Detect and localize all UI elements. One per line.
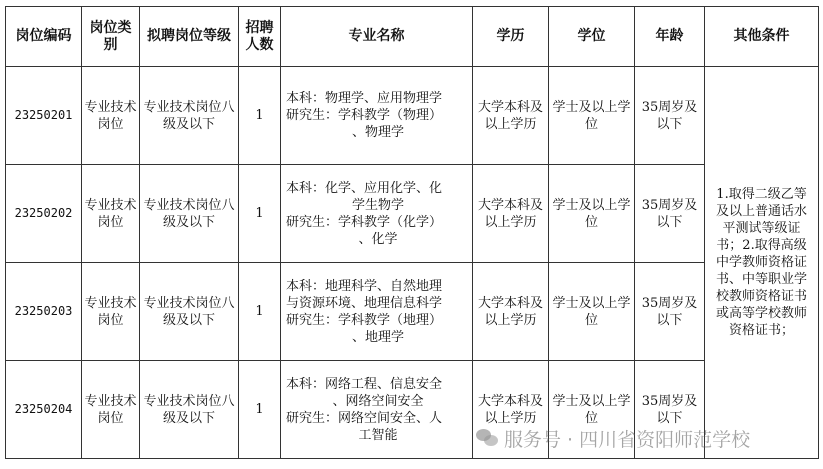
cell-education: 大学本科及以上学历 — [473, 165, 549, 263]
cell-level: 专业技术岗位八级及以下 — [140, 361, 239, 459]
cell-degree: 学士及以上学位 — [549, 361, 635, 459]
cell-code: 23250202 — [6, 165, 82, 263]
cell-age: 35周岁及以下 — [635, 165, 705, 263]
cell-age: 35周岁及以下 — [635, 263, 705, 361]
cell-major — [281, 165, 473, 263]
cell-age: 35周岁及以下 — [635, 361, 705, 459]
major-line: 与资源环境、地理信息科学 — [286, 295, 443, 311]
header-education: 学历 — [473, 7, 549, 67]
cell-age: 35周岁及以下 — [635, 67, 705, 165]
cell-major — [281, 263, 473, 361]
major-line: 研究生：学科教学（物理） — [286, 108, 443, 123]
cell-category: 专业技术岗位 — [82, 67, 140, 165]
major-line: 本科：物理学、应用物理学 — [286, 91, 443, 106]
cell-code: 23250204 — [6, 361, 82, 459]
header-level: 拟聘岗位等级 — [140, 7, 239, 67]
cell-code: 23250203 — [6, 263, 82, 361]
cell-category: 专业技术岗位 — [82, 165, 140, 263]
table-row — [6, 67, 819, 165]
header-age: 年龄 — [635, 7, 705, 67]
cell-degree: 学士及以上学位 — [549, 67, 635, 165]
header-other: 其他条件 — [705, 7, 819, 67]
major-line: 、地理学 — [351, 329, 404, 345]
recruitment-table — [5, 6, 819, 459]
cell-category: 专业技术岗位 — [82, 263, 140, 361]
cell-level: 专业技术岗位八级及以下 — [140, 263, 239, 361]
major-line: 本科：化学、应用化学、化 — [286, 180, 443, 196]
cell-education: 大学本科及以上学历 — [473, 361, 549, 459]
cell-level: 专业技术岗位八级及以下 — [140, 165, 239, 263]
cell-degree: 学士及以上学位 — [549, 263, 635, 361]
cell-level: 专业技术岗位八级及以下 — [140, 67, 239, 165]
cell-count: 1 — [239, 165, 281, 263]
major-line: 、物理学 — [351, 125, 404, 140]
major-line: 、网络空间安全 — [332, 393, 424, 409]
major-line: 本科：地理科学、自然地理 — [286, 278, 443, 294]
header-code: 岗位编码 — [6, 7, 82, 67]
header-row — [6, 7, 819, 67]
header-count: 招聘人数 — [239, 7, 281, 67]
header-major: 专业名称 — [281, 7, 473, 67]
cell-education: 大学本科及以上学历 — [473, 263, 549, 361]
cell-degree: 学士及以上学位 — [549, 165, 635, 263]
cell-count: 1 — [239, 67, 281, 165]
table-row — [6, 263, 819, 361]
major-line: 研究生：网络空间安全、人 — [286, 410, 443, 426]
cell-education: 大学本科及以上学历 — [473, 67, 549, 165]
header-category: 岗位类别 — [82, 7, 140, 67]
watermark-text: 服务号 · 四川省资阳师范学校 — [504, 428, 751, 451]
wechat-icon — [476, 429, 498, 447]
cell-code: 23250201 — [6, 67, 82, 165]
major-line: 工智能 — [358, 427, 398, 443]
cell-other-conditions: 1.取得二级乙等及以上普通话水平测试等级证书；2.取得高级中学教师资格证书、中等职业学校教师资格证书或高等学校教师资格证书； — [705, 67, 819, 459]
table-row — [6, 165, 819, 263]
cell-count: 1 — [239, 361, 281, 459]
major-line: 学生物学 — [351, 197, 404, 213]
cell-count: 1 — [239, 263, 281, 361]
major-line: 本科：网络工程、信息安全 — [286, 376, 443, 392]
major-line: 研究生：学科教学（化学） — [286, 214, 443, 230]
cell-major — [281, 67, 473, 165]
cell-major — [281, 361, 473, 459]
major-line: 研究生：学科教学（地理） — [286, 312, 443, 328]
major-line: 、化学 — [358, 231, 398, 247]
header-degree: 学位 — [549, 7, 635, 67]
watermark — [476, 425, 750, 451]
cell-category: 专业技术岗位 — [82, 361, 140, 459]
